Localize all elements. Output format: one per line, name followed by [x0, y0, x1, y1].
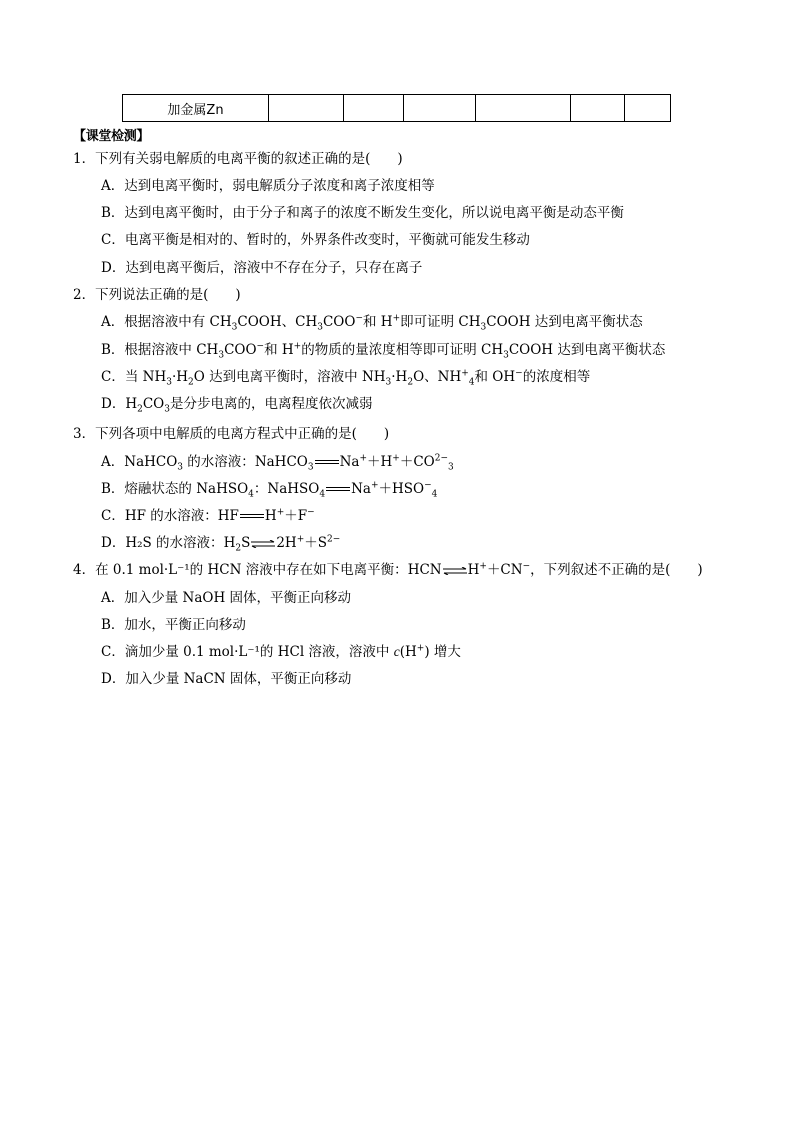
table-cell-empty — [404, 95, 476, 122]
text: A． — [101, 454, 125, 470]
question-2-option-c: C．当 $NH_3\cdot H_2O$ 达到电离平衡时，溶液中 $NH_3\cdot H_2O$、$NH^+_4$和 OH−的浓度相等 — [101, 368, 591, 388]
experiment-table-fragment — [122, 94, 671, 122]
table-cell-empty — [476, 95, 571, 122]
text: 达到电离平衡状态 — [553, 342, 666, 358]
reversible-arrow-icon — [251, 540, 275, 548]
equals-sign-icon — [315, 460, 339, 466]
question-1-option-b: B．达到电离平衡时，由于分子和离子的浓度不断发生变化，所以说电离平衡是动态平衡 — [101, 205, 624, 221]
text: C．滴加少量 0.1 mol·L⁻¹的 HCl 溶液，溶液中 — [101, 644, 394, 660]
text: 即可证明 — [400, 314, 459, 330]
question-2-stem: 2．下列说法正确的是( ) — [73, 287, 241, 303]
table-cell-empty — [625, 95, 671, 122]
text: B．熔融状态的 — [101, 481, 197, 497]
question-2-option-a: A．根据溶液中有 $CH_3COOH$、$CH_3COO^-$和 H+即可证明 $CH_3COOH$ 达到电离平衡状态 — [101, 313, 643, 333]
question-3-option-a: A．NaHCO$_3$ 的水溶液：NaHCO$_3$ $Na^++H^++CO^{2-}_3$ — [101, 453, 454, 473]
text: ： — [253, 481, 268, 497]
text: B．根据溶液中 — [101, 342, 197, 358]
table-row — [123, 95, 671, 122]
question-1-stem: 1．下列有关弱电解质的电离平衡的叙述正确的是( ) — [73, 151, 403, 167]
text: C．HF 的水溶液： — [101, 508, 218, 524]
question-3-option-d: D．H₂S 的水溶液：$H_2S$ $2H^++S^{2-}$ — [101, 534, 341, 554]
question-1-option-c: C．电离平衡是相对的、暂时的，外界条件改变时，平衡就可能发生移动 — [101, 232, 530, 248]
text: 4．在 0.1 mol·L⁻¹的 HCN 溶液中存在如下电离平衡： — [73, 562, 408, 578]
question-1-option-a: A．达到电离平衡时，弱电解质分子浓度和离子浓度相等 — [101, 178, 435, 194]
equals-sign-icon — [326, 487, 350, 493]
question-4-option-c: C．滴加少量 0.1 mol·L⁻¹的 HCl 溶液，溶液中 c(H+) 增大 — [101, 643, 461, 660]
text: D． — [101, 396, 126, 412]
table-cell-label: 加金属Zn — [123, 95, 269, 122]
text: D．H₂S 的水溶液： — [101, 535, 224, 551]
section-title: 【课堂检测】 — [73, 129, 150, 144]
question-2-option-b: B．根据溶液中 $CH_3COO^-$和 H+的物质的量浓度相等即可证明 $CH_3COOH$ 达到电离平衡状态 — [101, 341, 666, 361]
text: C．当 — [101, 369, 143, 385]
question-4-stem: 4．在 0.1 mol·L⁻¹的 HCN 溶液中存在如下电离平衡：HCN H+＋CN−，下列叙述不正确的是( ) — [73, 561, 703, 578]
text: 的物质的量浓度相等即可证明 — [301, 342, 481, 358]
text: A．根据溶液中有 — [101, 314, 210, 330]
question-3-stem: 3．下列各项中电解质的电离方程式中正确的是( ) — [73, 426, 390, 442]
table-cell-empty — [571, 95, 625, 122]
question-4-option-a: A．加入少量 NaOH 固体，平衡正向移动 — [101, 590, 352, 606]
question-3-option-c: C．HF 的水溶液：HF H+＋F− — [101, 507, 315, 524]
question-4-option-d: D．加入少量 NaCN 固体，平衡正向移动 — [101, 671, 352, 687]
text: 的浓度相等 — [522, 369, 591, 385]
text: 增大 — [429, 644, 461, 660]
question-4-option-b: B．加水，平衡正向移动 — [101, 617, 246, 633]
text: 的水溶液： — [183, 454, 255, 470]
table-cell-empty — [344, 95, 404, 122]
reversible-arrow-icon — [443, 567, 467, 575]
question-2-option-d: D．$H_2CO_3$是分步电离的，电离程度依次减弱 — [101, 396, 373, 415]
text: 达到电离平衡状态 — [530, 314, 643, 330]
equals-sign-icon — [240, 514, 264, 520]
text: 达到电离平衡时，溶液中 — [204, 369, 362, 385]
text: ，下列叙述不正确的是( ) — [530, 562, 703, 578]
question-1-option-d: D．达到电离平衡后，溶液中不存在分子，只存在离子 — [101, 260, 423, 276]
table-cell-empty — [269, 95, 344, 122]
text: 是分步电离的，电离程度依次减弱 — [169, 396, 373, 412]
question-3-option-b: B．熔融状态的 NaHSO$_4$：NaHSO$_4$ $Na^++HSO^-_4$ — [101, 480, 438, 500]
